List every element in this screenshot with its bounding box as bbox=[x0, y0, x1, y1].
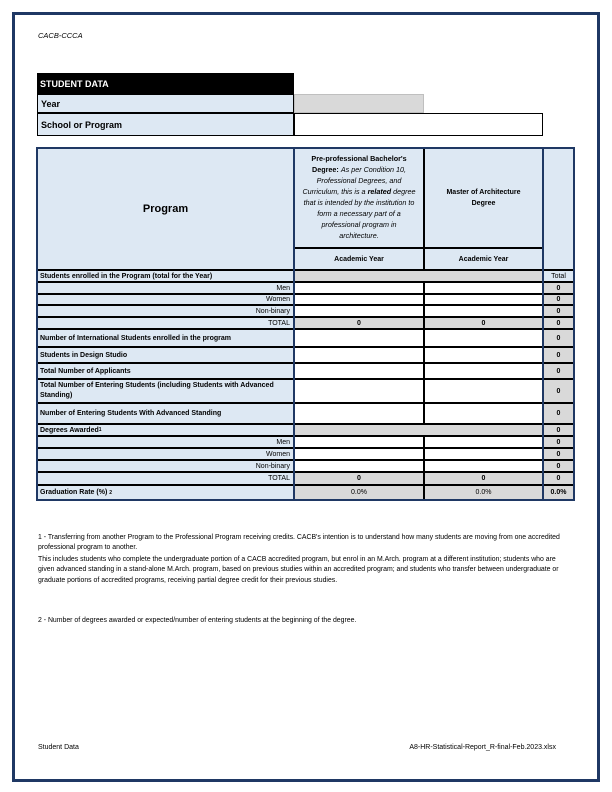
student-data-title: STUDENT DATA bbox=[37, 73, 294, 94]
note-1b: This includes students who complete the undergraduate portion of a CACB accredited program, but enrol in an M.Arch. program at a different institution; students who are given advanced standing in a stand-alone M.Arch. program, based on previous studies within an accredited program; and students who transfer between undergraduate or graduate portions of accredited programs, receiving partial degree credit for their previous studies. bbox=[38, 556, 559, 584]
enrolled-men-label: Men bbox=[37, 282, 294, 294]
degrees-women-col2[interactable] bbox=[424, 448, 543, 460]
degrees-total-label: TOTAL bbox=[37, 472, 294, 485]
advanced-total: 0 bbox=[543, 403, 574, 424]
degrees-awarded-label-cell bbox=[37, 424, 294, 436]
col1-title-bold: Pre-professional Bachelor's Degree: bbox=[311, 154, 407, 174]
program-header-cell bbox=[37, 148, 294, 270]
degrees-men-total: 0 bbox=[543, 436, 574, 448]
enrolled-women-col2[interactable] bbox=[424, 294, 543, 305]
entering-col2[interactable] bbox=[424, 379, 543, 403]
design-studio-label: Students in Design Studio bbox=[37, 347, 294, 363]
enrolled-nonbinary-label: Non-binary bbox=[37, 305, 294, 317]
degrees-total-col1: 0 bbox=[294, 472, 424, 485]
col1-title-italic-2: degree that is intended by the institution to form a necessary part of a professional program in architecture. bbox=[303, 187, 416, 240]
design-studio-total: 0 bbox=[543, 347, 574, 363]
grad-rate-col2: 0.0% bbox=[424, 485, 543, 500]
advanced-label: Number of Entering Students With Advanced Standing bbox=[37, 403, 294, 424]
advanced-col2[interactable] bbox=[424, 403, 543, 424]
degrees-women-col1[interactable] bbox=[294, 448, 424, 460]
year-label: Year bbox=[37, 94, 294, 113]
enrolled-nonbinary-total: 0 bbox=[543, 305, 574, 317]
enrolled-women-col1[interactable] bbox=[294, 294, 424, 305]
degrees-men-col1[interactable] bbox=[294, 436, 424, 448]
grad-rate-total: 0.0% bbox=[543, 485, 574, 500]
footer-right: A8-HR-Statistical-Report_R-final-Feb.2023.xlsx bbox=[409, 744, 556, 751]
enrolled-nonbinary-col1[interactable] bbox=[294, 305, 424, 317]
intl-total: 0 bbox=[543, 329, 574, 347]
grad-rate-label-cell bbox=[37, 485, 294, 500]
advanced-col1[interactable] bbox=[294, 403, 424, 424]
total-header: Total bbox=[543, 270, 574, 282]
applicants-col1[interactable] bbox=[294, 363, 424, 379]
intl-col1[interactable] bbox=[294, 329, 424, 347]
grad-rate-label: Graduation Rate (%) bbox=[40, 489, 108, 496]
enrolled-men-col2[interactable] bbox=[424, 282, 543, 294]
degrees-header-total: 0 bbox=[543, 424, 574, 436]
col1-title-italic-1: As per Condition 10, Professional Degrees, and Curriculum, this is a bbox=[302, 165, 406, 196]
col2-title: Master of Architecture Degree bbox=[424, 148, 543, 248]
degrees-men-label: Men bbox=[37, 436, 294, 448]
note-1: 1 - Transferring from another Program to the Professional Program receiving credits. CACB's intention is to understand how many students are moving from one accredited professional program to another. bbox=[38, 534, 560, 552]
enrolled-total-label: TOTAL bbox=[37, 317, 294, 329]
degrees-awarded-label: Degrees Awarded bbox=[40, 426, 99, 434]
degrees-grey bbox=[294, 424, 543, 436]
enrolled-women-total: 0 bbox=[543, 294, 574, 305]
footer-left: Student Data bbox=[38, 744, 79, 751]
academic-year-1: Academic Year bbox=[294, 248, 424, 270]
entering-total: 0 bbox=[543, 379, 574, 403]
enrolled-label: Students enrolled in the Program (total for the Year) bbox=[37, 270, 294, 282]
document-code: CACB-CCCA bbox=[38, 31, 83, 40]
design-studio-col2[interactable] bbox=[424, 347, 543, 363]
entering-col1[interactable] bbox=[294, 379, 424, 403]
enrolled-nonbinary-col2[interactable] bbox=[424, 305, 543, 317]
intl-label: Number of International Students enrolled in the program bbox=[37, 329, 294, 347]
applicants-total: 0 bbox=[543, 363, 574, 379]
enrolled-total-col1: 0 bbox=[294, 317, 424, 329]
degrees-nonbinary-total: 0 bbox=[543, 460, 574, 472]
grad-rate-col1: 0.0% bbox=[294, 485, 424, 500]
degrees-women-label: Women bbox=[37, 448, 294, 460]
intl-col2[interactable] bbox=[424, 329, 543, 347]
enrolled-total-col2: 0 bbox=[424, 317, 543, 329]
note-2: 2 - Number of degrees awarded or expected/number of entering students at the beginning of the degree. bbox=[38, 617, 357, 624]
year-input[interactable] bbox=[294, 94, 424, 113]
enrolled-total-total: 0 bbox=[543, 317, 574, 329]
applicants-col2[interactable] bbox=[424, 363, 543, 379]
design-studio-col1[interactable] bbox=[294, 347, 424, 363]
degrees-total-col2: 0 bbox=[424, 472, 543, 485]
entering-label: Total Number of Entering Students (including Students with Advanced Standing) bbox=[37, 379, 294, 403]
school-input[interactable] bbox=[294, 113, 543, 136]
enrolled-men-col1[interactable] bbox=[294, 282, 424, 294]
school-label: School or Program bbox=[37, 113, 294, 136]
program-header: Program bbox=[142, 203, 189, 215]
total-col-header-blank bbox=[543, 148, 574, 270]
degrees-nonbinary-col1[interactable] bbox=[294, 460, 424, 472]
degrees-nonbinary-col2[interactable] bbox=[424, 460, 543, 472]
grad-rate-sup: 2 bbox=[109, 489, 113, 496]
col1-title-related: related bbox=[367, 187, 392, 196]
enrolled-men-total: 0 bbox=[543, 282, 574, 294]
degrees-men-col2[interactable] bbox=[424, 436, 543, 448]
degrees-total-total: 0 bbox=[543, 472, 574, 485]
degrees-women-total: 0 bbox=[543, 448, 574, 460]
degrees-awarded-sup: 1 bbox=[98, 427, 102, 433]
col1-title-cell bbox=[294, 148, 424, 248]
academic-year-2: Academic Year bbox=[424, 248, 543, 270]
enrolled-women-label: Women bbox=[37, 294, 294, 305]
degrees-nonbinary-label: Non-binary bbox=[37, 460, 294, 472]
applicants-label: Total Number of Applicants bbox=[37, 363, 294, 379]
enrolled-grey bbox=[294, 270, 543, 282]
